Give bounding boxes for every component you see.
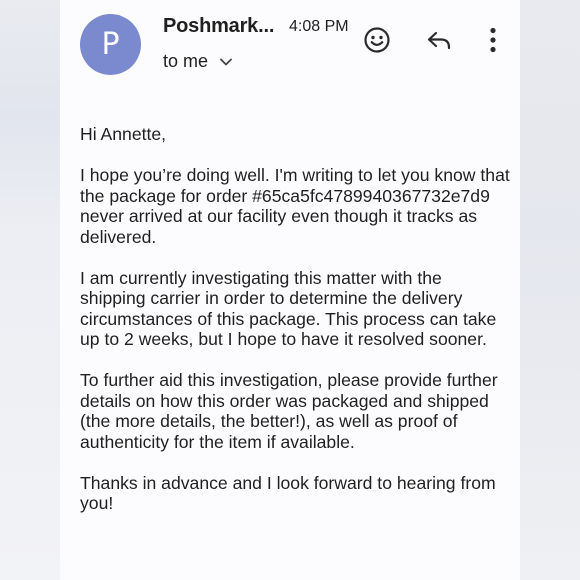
chevron-down-icon bbox=[220, 58, 232, 66]
sender-avatar[interactable] bbox=[80, 14, 141, 75]
add-reaction-button[interactable] bbox=[362, 25, 392, 55]
background-left bbox=[0, 0, 60, 580]
background-right bbox=[520, 0, 580, 580]
recipient-toggle[interactable] bbox=[163, 51, 232, 72]
closing: Thanks in advance and I look forward to hearing from you! bbox=[80, 472, 496, 513]
recipient-label: to me bbox=[163, 51, 209, 71]
email-time: 4:08 PM bbox=[289, 18, 349, 35]
reply-button[interactable] bbox=[424, 25, 454, 55]
paragraph-2: I am currently investigating this matter with the shipping carrier in order to determine the delivery circumstances of this package. This process can take up to 2 weeks, but I hope to have it resolved sooner. bbox=[80, 267, 497, 349]
reply-icon bbox=[426, 29, 452, 51]
avatar-letter: P bbox=[101, 27, 120, 62]
sender-name[interactable]: Poshmark... bbox=[163, 15, 275, 37]
more-vertical-icon bbox=[489, 27, 497, 53]
paragraph-3: To further aid this investigation, please provide further details on how this order was packaged and shipped (the more details, the better!), as well as proof of authenticity for the item if available. bbox=[80, 370, 498, 452]
email-body bbox=[80, 124, 512, 534]
paragraph-1: I hope you’re doing well. I'm writing to let you know that the package for order #65ca5fc4789940367732e7d9 never arrived at our facility even though it tracks as delivered. bbox=[80, 165, 510, 247]
more-options-button[interactable] bbox=[486, 25, 500, 55]
email-card bbox=[60, 0, 520, 580]
emoji-smile-icon bbox=[363, 26, 391, 54]
greeting: Hi Annette, bbox=[80, 124, 167, 144]
